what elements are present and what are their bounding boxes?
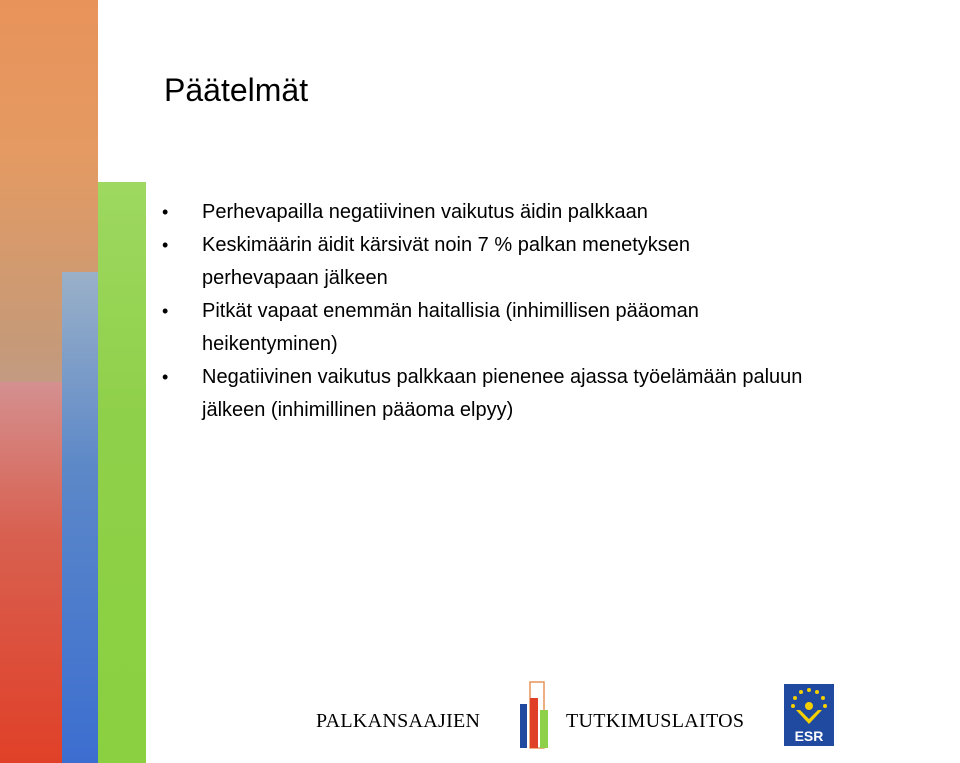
bullet-marker: • bbox=[162, 367, 169, 387]
bullet-item bbox=[162, 229, 960, 295]
bullet-text: Perhevapailla negatiivinen vaikutus äidin palkkaan bbox=[202, 201, 648, 223]
bullet-item bbox=[162, 196, 960, 229]
bullet-text: Keskimäärin äidit kärsivät noin 7 % palkan menetyksen perhevapaan jälkeen bbox=[202, 234, 691, 289]
footer-org-name-left: PALKANSAAJIEN bbox=[316, 710, 481, 732]
decorative-bar-green bbox=[98, 182, 146, 763]
bullet-item bbox=[162, 361, 960, 427]
bullet-list bbox=[162, 196, 960, 427]
footer-org-name-right: TUTKIMUSLAITOS bbox=[566, 710, 745, 732]
bullet-marker: • bbox=[162, 202, 169, 222]
decorative-bar-red bbox=[0, 382, 62, 763]
bullet-text: Negatiivinen vaikutus palkkaan pienenee ajassa työelämään paluun jälkeen (inhimillinen pääoma elpyy) bbox=[202, 366, 803, 421]
esr-logo-icon bbox=[784, 684, 834, 746]
palkansaajien-tutkimuslaitos-logo-icon bbox=[516, 680, 556, 750]
bullet-marker: • bbox=[162, 235, 169, 255]
bullet-item bbox=[162, 295, 960, 361]
svg-text:ESR: ESR bbox=[794, 728, 824, 744]
slide-title: Päätelmät bbox=[164, 72, 309, 108]
decorative-bar-blue bbox=[62, 272, 98, 763]
bullet-marker: • bbox=[162, 301, 169, 321]
bullet-text: Pitkät vapaat enemmän haitallisia (inhimillisen pääoman heikentyminen) bbox=[202, 300, 699, 355]
